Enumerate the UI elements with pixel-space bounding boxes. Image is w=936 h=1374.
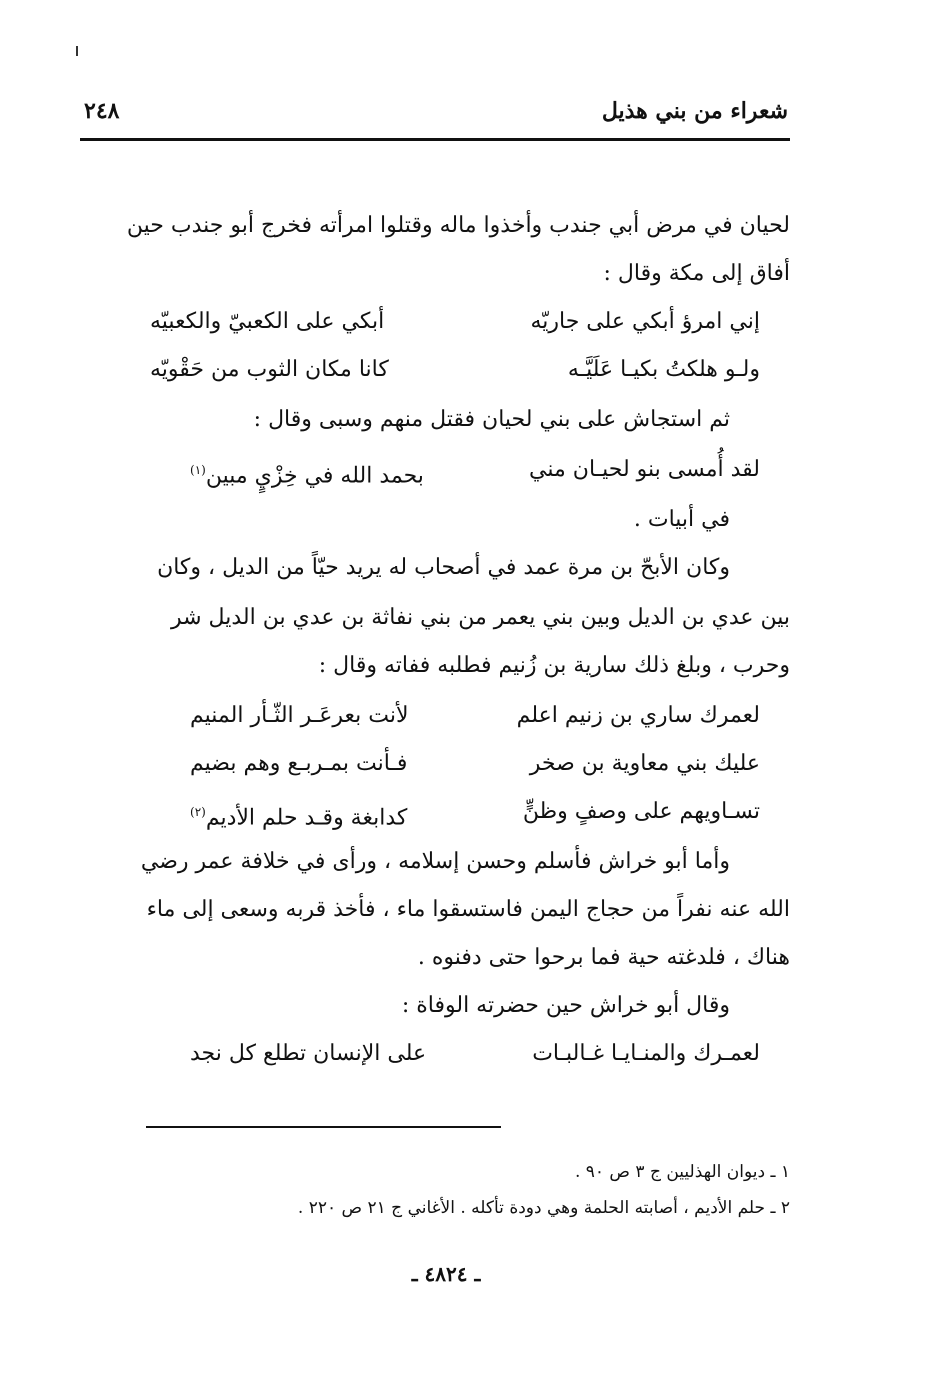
folio-number: ـ ٤٨٢٤ ـ [411, 1262, 481, 1286]
verse-second-hemistich: كانا مكان الثوب من حَقْويّه [150, 357, 389, 382]
running-header [80, 96, 790, 134]
verse-first-hemistich: لقد أُمسى بنو لحيـان مني [529, 457, 760, 482]
verse-second-hemistich: لأنت بعرعَـر الثّـأر المنيم [190, 703, 409, 728]
verse-first-hemistich: إني امرؤ أبكي على جاريّه [530, 309, 760, 334]
paragraph-line: وكان الأبحّ بن مرة عمد في أصحاب له يريد حيّاً من الديل ، وكان [157, 555, 730, 580]
verse-first-hemistich: لعمـرك والمنـايـا غـالبـات [532, 1041, 760, 1066]
footnote-1: ١ ـ ديوان الهذليين ج ٣ ص ٩٠ . [574, 1162, 790, 1182]
footnote-ref: (٢) [190, 805, 206, 819]
verse-first-hemistich: لعمرك ساري بن زنيم اعلم [516, 703, 760, 728]
paragraph-line: بين عدي بن الديل وبين بني يعمر من بني نفاثة بن عدي بن الديل شر [170, 605, 790, 630]
verse-second-hemistich [190, 796, 407, 834]
verse-text: بحمد الله في خِزْيٍ مبين [205, 463, 424, 489]
header-rule [80, 138, 790, 141]
paragraph-line: الله عنه نفراً من حجاج اليمن فاستسقوا ماء ، فأخذ قربه وسعى إلى ماء [146, 897, 790, 922]
running-title: شعراء من بني هذيل [601, 98, 788, 124]
verse-second-hemistich [190, 454, 424, 492]
paragraph-line: هناك ، فلدغته حية فما برحوا حتى دفنوه . [417, 945, 790, 970]
paragraph-line: أفاق إلى مكة وقال : [603, 261, 790, 286]
verse-second-hemistich: على الإنسان تطلع كل نجد [190, 1041, 427, 1066]
paragraph-line: وأما أبو خراش فأسلم وحسن إسلامه ، ورأى في خلافة عمر رضي [140, 849, 730, 874]
paragraph-line: وقال أبو خراش حين حضرته الوفاة : [401, 993, 730, 1018]
page-number: ٢٤٨ [84, 98, 120, 124]
verse-text: كدابغة وقـد حلم الأديم [205, 805, 408, 831]
verse-first-hemistich: عليك بني معاوية بن صخر [529, 751, 760, 776]
footnote-ref: (١) [190, 463, 206, 477]
paragraph-line: وحرب ، وبلغ ذلك سارية بن زُنيم فطلبه ففاته وقال : [318, 653, 790, 678]
verse-second-hemistich: فـأنت بمـربـع وهم بضيم [190, 751, 408, 776]
verse-second-hemistich: أبكي على الكعبيّ والكعبيّه [150, 309, 385, 334]
paragraph-line: في أبيات . [633, 507, 730, 532]
footnote-rule [146, 1126, 501, 1128]
footnote-2: ٢ ـ حلم الأديم ، أصابته الحلمة وهي دودة تأكله . الأغاني ج ٢١ ص ٢٢٠ . [297, 1198, 790, 1218]
paragraph-line: لحيان في مرض أبي جندب وأخذوا ماله وقتلوا امرأته فخرج أبو جندب حين [126, 213, 790, 238]
verse-first-hemistich: ولـو هلكتُ بكيـا عَلَيَّـه [567, 357, 760, 382]
verse-first-hemistich: تسـاويهم على وصفٍ وظنٍّ [522, 799, 760, 824]
paragraph-line: ثم استجاش على بني لحيان فقتل منهم وسبى وقال : [253, 407, 730, 432]
scan-mark [76, 46, 78, 56]
